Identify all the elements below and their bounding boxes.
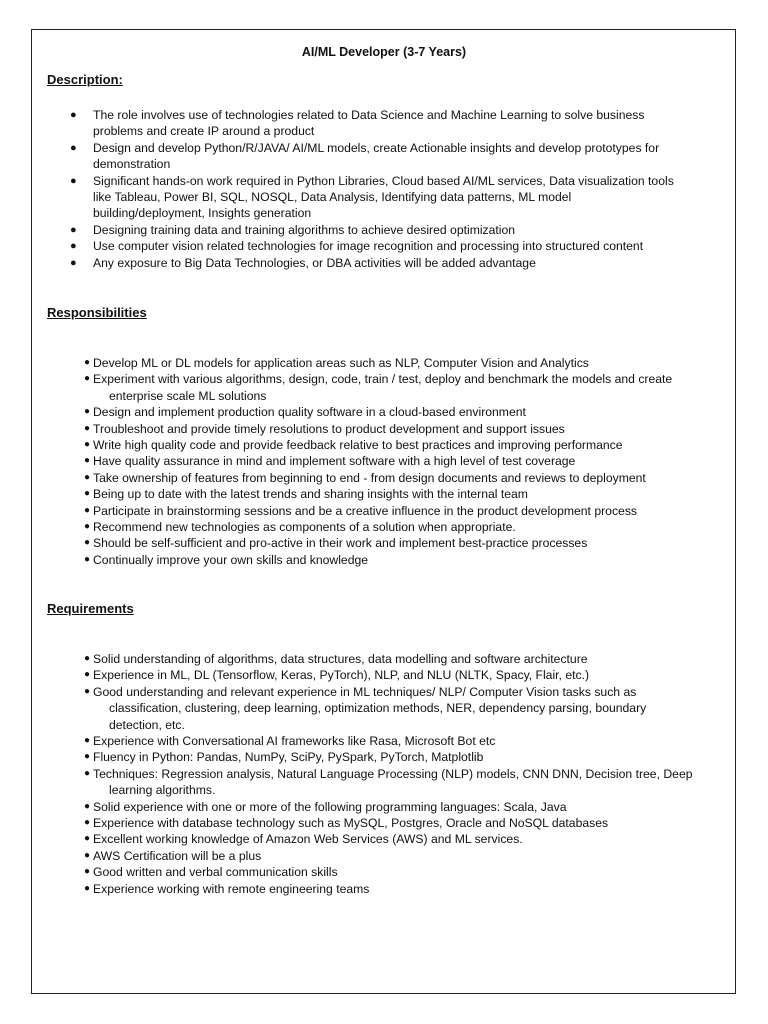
- requirement-item-text: [93, 733, 495, 749]
- bullet-icon: ●: [84, 357, 91, 368]
- responsibility-item-text: [93, 404, 526, 420]
- requirement-item-line: Experience working with remote engineering teams: [93, 881, 370, 896]
- bullet-icon: ●: [84, 521, 91, 532]
- bullet-icon: ●: [84, 373, 91, 385]
- description-item-line: building/deployment, Insights generation: [93, 206, 312, 221]
- requirement-item-text: [93, 667, 589, 683]
- responsibility-item-line: Participate in brainstorming sessions and be a creative influence in the product development process: [93, 503, 638, 518]
- requirement-item-text: [93, 684, 646, 733]
- bullet-icon: ●: [84, 406, 91, 418]
- requirement-item-line: Excellent working knowledge of Amazon Web Services (AWS) and ML services.: [93, 832, 523, 847]
- description-item-text: [93, 173, 674, 222]
- bullet-icon: ●: [70, 141, 77, 154]
- description-item-line: Significant hands-on work required in Python Libraries, Cloud based AI/ML services, Data visualization tools: [93, 173, 674, 188]
- responsibility-item-line: Design and implement production quality software in a cloud-based environment: [93, 405, 526, 420]
- requirement-item-text: [93, 799, 567, 815]
- responsibility-item-text: [93, 503, 637, 519]
- bullet-icon: ●: [84, 553, 91, 565]
- description-item-text: [93, 140, 659, 173]
- requirement-item-text: [93, 651, 588, 667]
- bullet-icon: ●: [84, 488, 91, 500]
- responsibility-item-line: Being up to date with the latest trends and sharing insights with the internal team: [93, 487, 528, 502]
- responsibility-item-text: [93, 470, 646, 486]
- responsibility-item-line: enterprise scale ML solutions: [109, 388, 267, 403]
- description-heading: Description:: [47, 72, 123, 87]
- bullet-icon: ●: [70, 223, 77, 236]
- responsibility-item-line: Develop ML or DL models for application areas such as NLP, Computer Vision and Analytics: [93, 356, 589, 370]
- requirement-item-line: Experience in ML, DL (Tensorflow, Keras, PyTorch), NLP, and NLU (NLTK, Spacy, Flair, etc.): [93, 668, 590, 683]
- bullet-icon: ●: [84, 817, 91, 828]
- bullet-icon: ●: [84, 866, 91, 878]
- requirement-item-line: AWS Certification will be a plus: [93, 848, 262, 863]
- requirement-item-text: [93, 848, 261, 864]
- responsibility-item-text: [93, 371, 672, 404]
- responsibilities-heading: Responsibilities: [47, 305, 147, 320]
- bullet-icon: ●: [70, 240, 77, 253]
- responsibility-item-text: [93, 421, 565, 437]
- requirement-item-line: Fluency in Python: Pandas, NumPy, SciPy, PySpark, PyTorch, Matplotlib: [93, 750, 484, 765]
- responsibility-item-line: Experiment with various algorithms, design, code, train / test, deploy and benchmark the models and create: [93, 372, 673, 387]
- responsibility-item-line: Troubleshoot and provide timely resolutions to product development and support issues: [93, 421, 565, 436]
- requirement-item-text: [93, 831, 523, 847]
- responsibility-item-line: Recommend new technologies as components of a solution when appropriate.: [93, 520, 516, 534]
- requirement-item-line: learning algorithms.: [109, 783, 216, 798]
- responsibility-item-text: [93, 535, 587, 551]
- bullet-icon: ●: [84, 882, 91, 894]
- requirement-item-text: [93, 881, 369, 897]
- description-item-line: problems and create IP around a product: [93, 124, 315, 139]
- description-item-text: [93, 107, 644, 140]
- bullet-icon: ●: [84, 849, 91, 861]
- page-title: AI/ML Developer (3-7 Years): [301, 45, 467, 59]
- requirement-item-line: Solid experience with one or more of the following programming languages: Scala, Java: [93, 799, 567, 814]
- bullet-icon: ●: [84, 471, 91, 483]
- responsibility-item-line: Write high quality code and provide feedback relative to best practices and improving performance: [93, 438, 623, 452]
- responsibility-item-text: [93, 486, 528, 502]
- requirement-item-line: Techniques: Regression analysis, Natural Language Processing (NLP) models, CNN DNN, Decision tree, Deep: [93, 766, 693, 781]
- requirement-item-text: [93, 864, 338, 880]
- bullet-icon: ●: [84, 653, 91, 664]
- description-item-line: demonstration: [93, 157, 171, 172]
- description-item-text: [93, 238, 643, 254]
- bullet-icon: ●: [84, 800, 91, 812]
- bullet-icon: ●: [84, 537, 91, 549]
- description-item-text: [93, 255, 536, 271]
- description-item-line: Any exposure to Big Data Technologies, or DBA activities will be added advantage: [93, 255, 536, 270]
- requirements-heading: Requirements: [47, 601, 134, 616]
- requirement-item-line: classification, clustering, deep learning, optimization methods, NER, dependency parsing, boundary: [109, 701, 647, 716]
- requirement-item-text: [93, 766, 693, 799]
- description-item-line: Use computer vision related technologies for image recognition and processing into structured content: [93, 239, 644, 254]
- requirement-item-line: detection, etc.: [109, 717, 185, 732]
- bullet-icon: ●: [84, 751, 91, 763]
- requirement-item-line: Good written and verbal communication skills: [93, 865, 338, 880]
- bullet-icon: ●: [84, 422, 91, 434]
- responsibility-item-text: [93, 519, 516, 535]
- bullet-icon: ●: [70, 256, 77, 269]
- responsibility-item-line: Should be self-sufficient and pro-active in their work and implement best-practice processes: [93, 536, 588, 551]
- bullet-icon: ●: [70, 174, 77, 187]
- description-item-line: like Tableau, Power BI, SQL, NOSQL, Data Analysis, Identifying data patterns, ML model: [93, 189, 572, 204]
- description-item-line: The role involves use of technologies related to Data Science and Machine Learning to solve business: [93, 108, 645, 122]
- bullet-icon: ●: [84, 833, 91, 845]
- requirement-item-text: [93, 749, 483, 765]
- bullet-icon: ●: [70, 109, 77, 121]
- responsibility-item-text: [93, 355, 589, 371]
- responsibility-item-line: Continually improve your own skills and knowledge: [93, 552, 369, 567]
- requirement-item-line: Experience with Conversational AI frameworks like Rasa, Microsoft Bot etc: [93, 734, 496, 748]
- requirement-item-line: Good understanding and relevant experience in ML techniques/ NLP/ Computer Vision tasks such as: [93, 684, 637, 699]
- bullet-icon: ●: [84, 735, 91, 746]
- bullet-icon: ●: [84, 685, 91, 697]
- description-item-line: Design and develop Python/R/JAVA/ AI/ML models, create Actionable insights and develop prototypes for: [93, 140, 660, 155]
- bullet-icon: ●: [84, 767, 91, 779]
- description-item-text: [93, 222, 515, 238]
- bullet-icon: ●: [84, 455, 91, 467]
- responsibility-item-line: Take ownership of features from beginning to end - from design documents and reviews to deployment: [93, 470, 646, 485]
- requirement-item-line: Experience with database technology such as MySQL, Postgres, Oracle and NoSQL databases: [93, 816, 609, 830]
- description-item-line: Designing training data and training algorithms to achieve desired optimization: [93, 222, 516, 237]
- bullet-icon: ●: [84, 439, 91, 450]
- responsibility-item-text: [93, 552, 368, 568]
- responsibility-item-text: [93, 437, 623, 453]
- requirement-item-text: [93, 815, 608, 831]
- bullet-icon: ●: [84, 669, 91, 681]
- requirement-item-line: Solid understanding of algorithms, data structures, data modelling and software architecture: [93, 652, 588, 666]
- responsibility-item-line: Have quality assurance in mind and implement software with a high level of test coverage: [93, 454, 576, 469]
- bullet-icon: ●: [84, 504, 91, 516]
- responsibility-item-text: [93, 453, 575, 469]
